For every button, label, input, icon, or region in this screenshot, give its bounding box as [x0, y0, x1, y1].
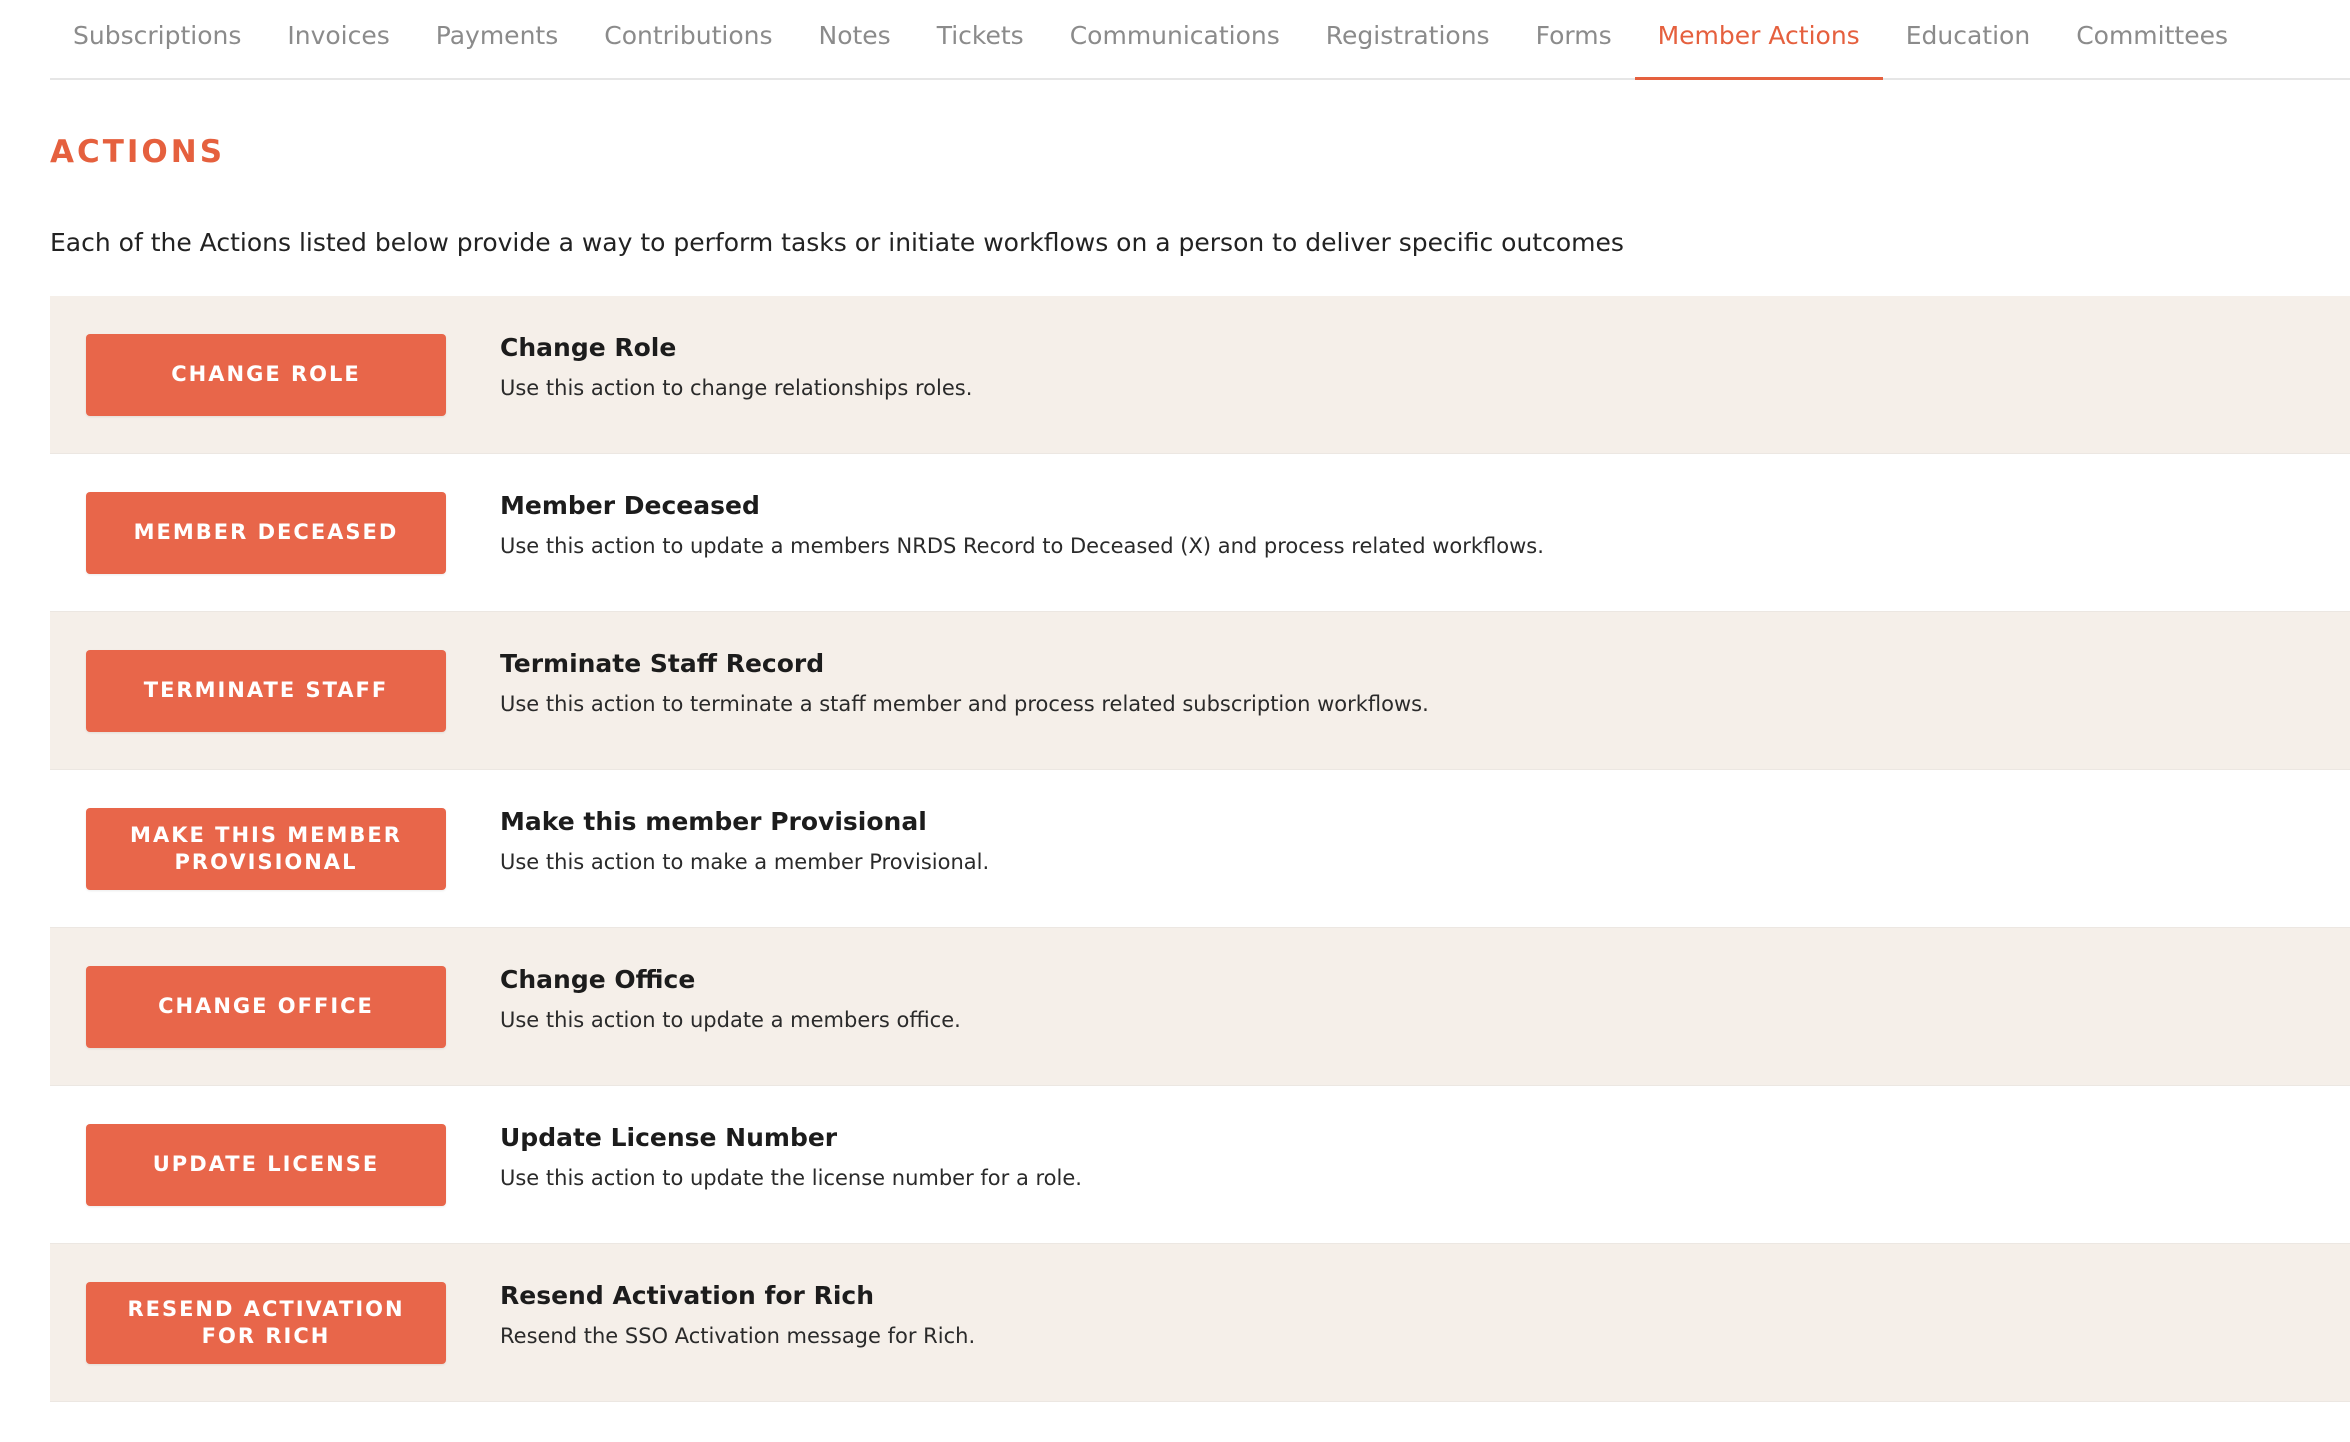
action-info: [500, 491, 1544, 558]
action-description: Use this action to make a member Provisional.: [500, 850, 990, 874]
tab-subscriptions[interactable]: Subscriptions: [73, 20, 242, 50]
actions-list: [50, 296, 2350, 1402]
tab-invoices[interactable]: Invoices: [287, 20, 390, 50]
action-row-resend-activation: [50, 1244, 2350, 1402]
tab-registrations[interactable]: Registrations: [1325, 20, 1490, 50]
tab-education[interactable]: Education: [1905, 20, 2031, 50]
action-description: Use this action to change relationships roles.: [500, 376, 973, 400]
tab-notes[interactable]: Notes: [818, 20, 891, 50]
action-row-member-deceased: [50, 454, 2350, 612]
make-provisional-button[interactable]: MAKE THIS MEMBER PROVISIONAL: [86, 808, 446, 890]
update-license-button[interactable]: UPDATE LICENSE: [86, 1124, 446, 1206]
terminate-staff-button[interactable]: TERMINATE STAFF: [86, 650, 446, 732]
resend-activation-button[interactable]: RESEND ACTIVATION FOR RICH: [86, 1282, 446, 1364]
action-row-change-role: [50, 296, 2350, 454]
change-role-button[interactable]: CHANGE ROLE: [86, 334, 446, 416]
action-row-change-office: [50, 928, 2350, 1086]
action-description: Resend the SSO Activation message for Rich.: [500, 1324, 976, 1348]
action-title: Update License Number: [500, 1123, 838, 1152]
member-deceased-button[interactable]: MEMBER DECEASED: [86, 492, 446, 574]
action-title: Make this member Provisional: [500, 807, 927, 836]
action-title: Terminate Staff Record: [500, 649, 825, 678]
action-row-update-license: [50, 1086, 2350, 1244]
action-info: [500, 1281, 975, 1348]
change-office-button[interactable]: CHANGE OFFICE: [86, 966, 446, 1048]
action-title: Resend Activation for Rich: [500, 1281, 875, 1310]
action-title: Change Role: [500, 333, 677, 362]
action-title: Change Office: [500, 965, 696, 994]
action-info: [500, 1123, 1082, 1190]
tab-member-actions[interactable]: Member Actions: [1635, 0, 1883, 78]
tab-payments[interactable]: Payments: [435, 20, 559, 50]
action-info: [500, 807, 989, 874]
tab-communications[interactable]: Communications: [1069, 20, 1280, 50]
tab-forms[interactable]: Forms: [1535, 20, 1612, 50]
action-row-terminate-staff: [50, 612, 2350, 770]
action-info: [500, 333, 972, 400]
action-description: Use this action to update a members NRDS Record to Deceased (X) and process related workflows.: [500, 534, 1544, 558]
action-info: [500, 649, 1429, 716]
section-title: ACTIONS: [50, 134, 226, 170]
tab-contributions[interactable]: Contributions: [604, 20, 773, 50]
action-info: [500, 965, 961, 1032]
action-description: Use this action to update a members office.: [500, 1008, 961, 1032]
action-description: Use this action to terminate a staff member and process related subscription workflows.: [500, 692, 1429, 716]
action-description: Use this action to update the license number for a role.: [500, 1166, 1082, 1190]
section-intro: Each of the Actions listed below provide a way to perform tasks or initiate workflows on a person to deliver specific outcomes: [50, 228, 1624, 257]
tab-tickets[interactable]: Tickets: [936, 20, 1024, 50]
action-row-make-provisional: [50, 770, 2350, 928]
action-title: Member Deceased: [500, 491, 760, 520]
tab-committees[interactable]: Committees: [2076, 20, 2228, 50]
tab-bar: [50, 0, 2350, 80]
